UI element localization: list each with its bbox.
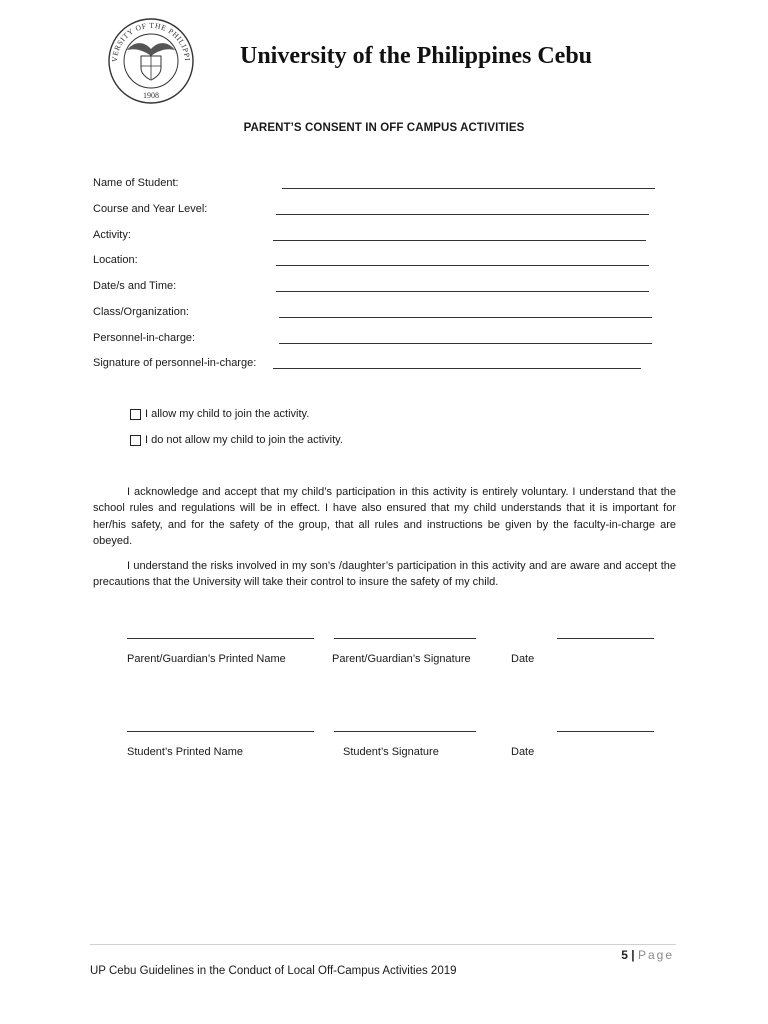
field-label-location: Location: (93, 254, 138, 266)
field-line-class-organization[interactable] (279, 317, 652, 318)
page-number-separator: | (631, 948, 635, 962)
svg-text:1908: 1908 (143, 91, 159, 100)
footer-divider (90, 944, 676, 945)
page-word: Page (637, 948, 674, 962)
parent-date-label: Date (511, 653, 535, 665)
university-name: University of the Philippines Cebu (240, 43, 593, 69)
option-allow-label: I allow my child to join the activity. (145, 407, 310, 420)
option-disallow-label: I do not allow my child to join the activity. (145, 433, 343, 446)
student-signature-line[interactable] (334, 731, 476, 732)
field-label-personnel-signature: Signature of personnel-in-charge: (93, 357, 257, 369)
checkbox-disallow[interactable] (130, 435, 141, 446)
parent-printed-name-line[interactable] (127, 638, 314, 639)
field-label-class-organization: Class/Organization: (93, 306, 189, 318)
footer-text: UP Cebu Guidelines in the Conduct of Local Off-Campus Activities 2019 (90, 965, 457, 977)
student-date-line[interactable] (557, 731, 654, 732)
parent-printed-name-label: Parent/Guardian’s Printed Name (127, 653, 286, 665)
field-line-personnel-in-charge[interactable] (279, 343, 652, 344)
student-date-label: Date (511, 746, 535, 758)
acknowledgement-paragraph: I acknowledge and accept that my child’s participation in this activity is entirely voluntary. I understand that the school rules and regulations will be in effect. I have also ensured that my child understands that it is important for her/his safety, and for the safety of the group, that all rules and instructions be given by the faculty-in-charge are obeyed. (93, 486, 676, 547)
page-number (600, 948, 674, 962)
checkbox-allow[interactable] (130, 409, 141, 420)
student-printed-name-line[interactable] (127, 731, 314, 732)
field-line-name-of-student[interactable] (282, 188, 655, 189)
option-allow[interactable] (130, 407, 309, 420)
field-label-course-year: Course and Year Level: (93, 203, 208, 215)
university-seal (105, 16, 197, 104)
field-label-dates-time: Date/s and Time: (93, 280, 177, 292)
page-number-value: 5 (621, 948, 628, 962)
student-printed-name-label: Student’s Printed Name (127, 746, 243, 758)
field-line-location[interactable] (276, 265, 649, 266)
student-signature-label: Student’s Signature (343, 746, 439, 758)
field-line-personnel-signature[interactable] (273, 368, 641, 369)
parent-date-line[interactable] (557, 638, 654, 639)
field-line-activity[interactable] (273, 240, 646, 241)
parent-signature-label: Parent/Guardian’s Signature (332, 653, 471, 665)
field-line-course-year[interactable] (276, 214, 649, 215)
seal-icon (105, 16, 197, 104)
parent-signature-line[interactable] (334, 638, 476, 639)
field-line-dates-time[interactable] (276, 291, 649, 292)
option-disallow[interactable] (130, 433, 343, 446)
field-label-activity: Activity: (93, 229, 131, 241)
risk-paragraph: I understand the risks involved in my son’s /daughter’s participation in this activity and are aware and accept the precautions that the University will take their control to insure the safety of my child. (93, 560, 676, 589)
field-label-personnel-in-charge: Personnel-in-charge: (93, 332, 196, 344)
form-title: PARENT’S CONSENT IN OFF CAMPUS ACTIVITIES (243, 122, 525, 134)
svg-text:UNIVERSITY OF THE PHILIPPINES: VERSITY OF THE PHILIPPI (109, 20, 193, 63)
field-label-name-of-student: Name of Student: (93, 177, 179, 189)
